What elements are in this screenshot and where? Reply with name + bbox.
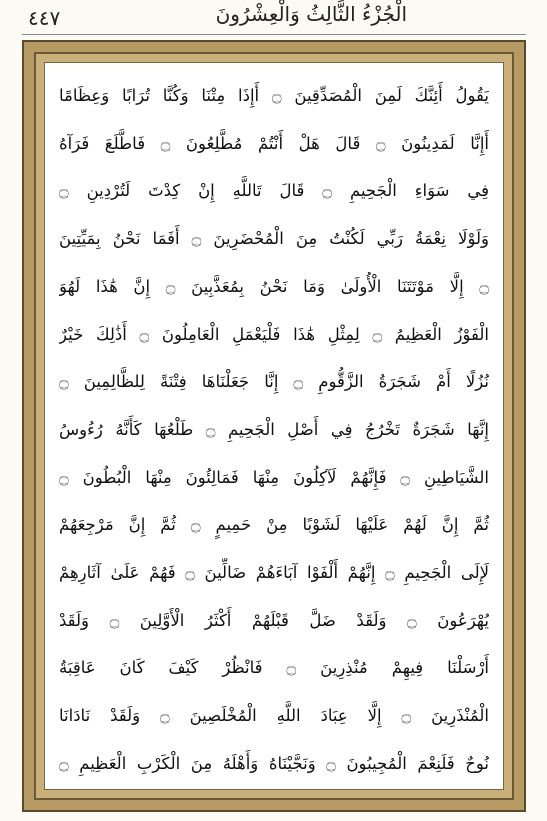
frame-inner-border — [34, 52, 514, 800]
verse-line: إِنَّهَا شَجَرَةٌ تَخْرُجُ فِي أَصْلِ الْجَحِيمِ ۝ طَلْعُهَا كَأَنَّهُ رُءُوسُ — [59, 419, 489, 439]
verse-line: وَلَوْلَا نِعْمَةُ رَبِّي لَكُنْتُ مِنَ الْمُحْضَرِينَ ۝ أَفَمَا نَحْنُ بِمَيِّتِينَ — [59, 229, 489, 249]
text-panel — [44, 62, 504, 790]
verse-lines — [59, 81, 489, 779]
juz-title: الْجُزْءُ الثَّالِثُ وَالْعِشْرُونَ — [215, 2, 407, 26]
verse-line: ۝ إِلَّا مَوْتَتَنَا الْأُولَىٰ وَمَا نَحْنُ بِمُعَذَّبِينَ ۝ إِنَّ هَٰذَا لَهُوَ — [59, 276, 489, 296]
verse-line: فِي سَوَاءِ الْجَحِيمِ ۝ قَالَ تَاللَّهِ إِنْ كِدْتَ لَتُرْدِينِ ۝ — [59, 181, 489, 201]
ornamental-frame — [22, 40, 526, 812]
verse-line: ثُمَّ إِنَّ لَهُمْ عَلَيْهَا لَشَوْبًا مِنْ حَمِيمٍ ۝ ثُمَّ إِنَّ مَرْجِعَهُمْ — [59, 515, 489, 535]
verse-line: لَإِلَى الْجَحِيمِ ۝ إِنَّهُمْ أَلْفَوْا آبَاءَهُمْ ضَالِّينَ ۝ فَهُمْ عَلَىٰ آثَارِهِمْ — [59, 563, 489, 583]
page-header — [0, 0, 547, 40]
verse-line: أَرْسَلْنَا فِيهِمْ مُنْذِرِينَ ۝ فَانْظُرْ كَيْفَ كَانَ عَاقِبَةُ — [59, 658, 489, 678]
page-number: ٤٤٧ — [28, 6, 61, 30]
verse-line: الْمُنْذَرِينَ ۝ إِلَّا عِبَادَ اللَّهِ الْمُخْلَصِينَ ۝ وَلَقَدْ نَادَانَا — [59, 706, 489, 726]
header-divider — [22, 34, 526, 35]
verse-line: يُهْرَعُونَ ۝ وَلَقَدْ ضَلَّ قَبْلَهُمْ أَكْثَرُ الْأَوَّلِينَ ۝ وَلَقَدْ — [59, 610, 489, 630]
verse-line: نُزُلًا أَمْ شَجَرَةُ الزَّقُّومِ ۝ إِنَّا جَعَلْنَاهَا فِتْنَةً لِلظَّالِمِينَ ۝ — [59, 372, 489, 392]
verse-line: يَقُولُ أَئِنَّكَ لَمِنَ الْمُصَدِّقِينَ ۝ أَإِذَا مِتْنَا وَكُنَّا تُرَابًا وَعِظَامًا — [59, 86, 489, 105]
verse-line: الشَّيَاطِينِ ۝ فَإِنَّهُمْ لَآكِلُونَ مِنْهَا فَمَالِئُونَ مِنْهَا الْبُطُونَ ۝ — [59, 467, 489, 487]
verse-line: أَإِنَّا لَمَدِينُونَ ۝ قَالَ هَلْ أَنْتُمْ مُطَّلِعُونَ ۝ فَاطَّلَعَ فَرَآهُ — [59, 133, 489, 153]
verse-line: الْفَوْزُ الْعَظِيمُ ۝ لِمِثْلِ هَٰذَا فَلْيَعْمَلِ الْعَامِلُونَ ۝ أَذَٰلِكَ خَيْرٌ — [59, 324, 489, 344]
verse-line: نُوحٌ فَلَنِعْمَ الْمُجِيبُونَ ۝ وَنَجَّيْنَاهُ وَأَهْلَهُ مِنَ الْكَرْبِ الْعَظِيمِ ۝ — [59, 753, 489, 773]
